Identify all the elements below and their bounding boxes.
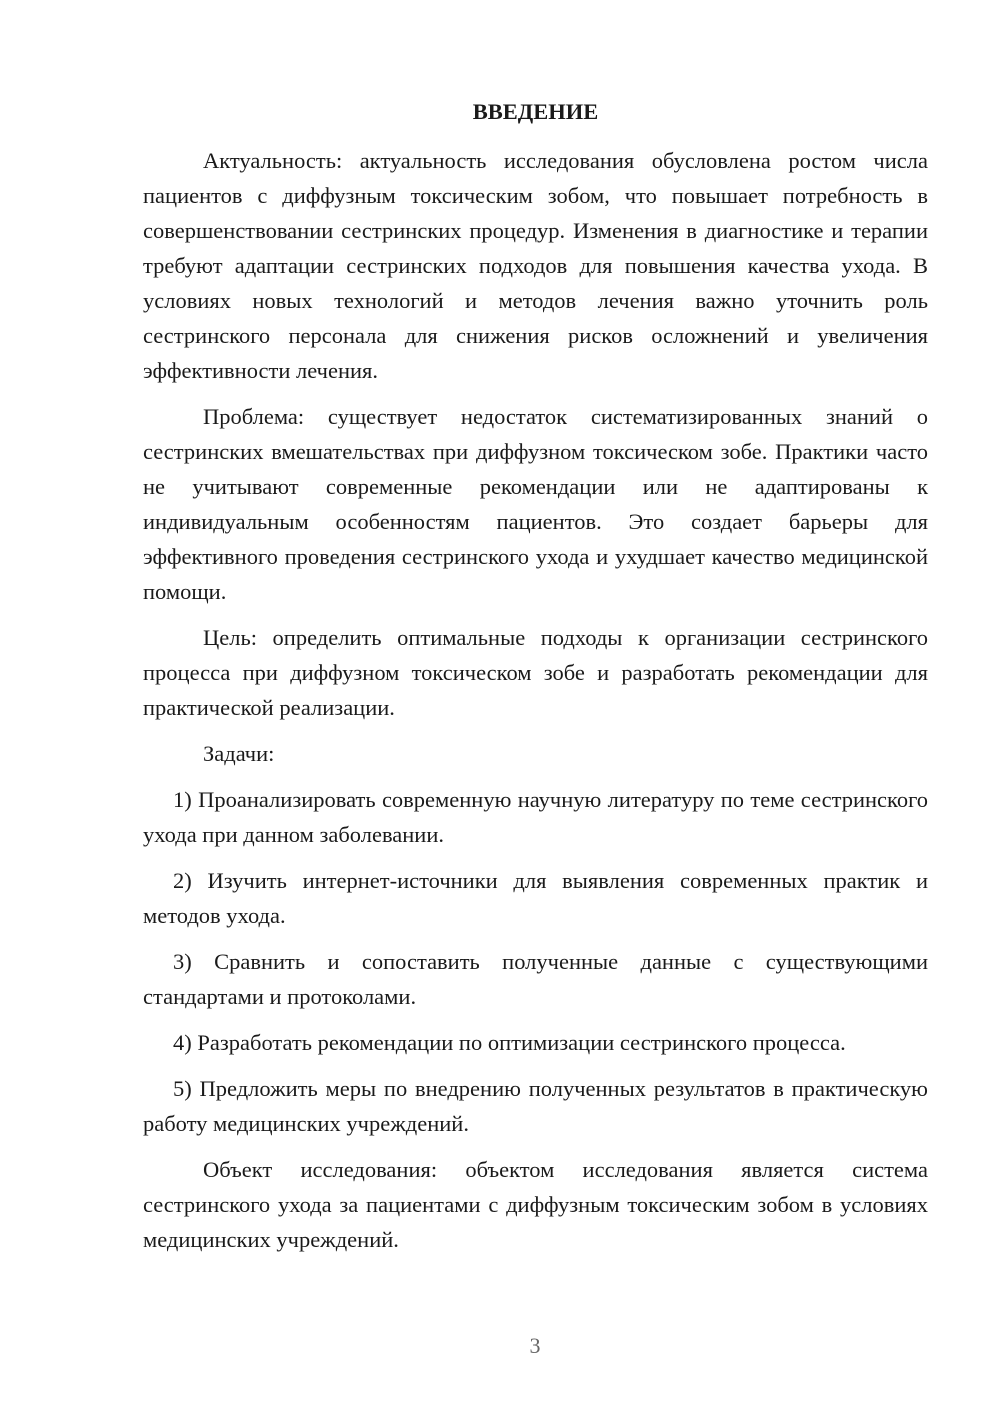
task-item: 5) Предложить меры по внедрению полученных результатов в практическую работу медицинских учреждений. xyxy=(143,1076,928,1136)
goal-paragraph: Цель: определить оптимальные подходы к организации сестринского процесса при диффузном токсическом зобе и разработать рекомендации для практической реализации. xyxy=(143,625,928,720)
task-item: 1) Проанализировать современную научную литературу по теме сестринского ухода при данном заболевании. xyxy=(143,787,928,847)
section-title: ВВЕДЕНИЕ xyxy=(472,99,599,124)
task-item: 4) Разработать рекомендации по оптимизации сестринского процесса. xyxy=(173,1030,846,1055)
tasks-heading: Задачи: xyxy=(203,741,275,766)
object-paragraph: Объект исследования: объектом исследования является система сестринского ухода за пациентами с диффузным токсическим зобом в условиях медицинских учреждений. xyxy=(143,1157,928,1252)
document-body xyxy=(143,94,928,1268)
relevance-paragraph: Актуальность: актуальность исследования обусловлена ростом числа пациентов с диффузным токсическим зобом, что повышает потребность в совершенствовании сестринских процедур. Изменения в диагностике и терапии требуют адаптации сестринских подходов для повышения качества ухода. В условиях новых технологий и методов лечения важно уточнить роль сестринского персонала для снижения рисков осложнений и увеличения эффективности лечения. xyxy=(143,148,928,383)
task-item: 3) Сравнить и сопоставить полученные данные с существующими стандартами и протоколами. xyxy=(143,949,928,1009)
problem-paragraph: Проблема: существует недостаток систематизированных знаний о сестринских вмешательствах при диффузном токсическом зобе. Практики часто не учитывают современные рекомендации или не адаптированы к индивидуальным особенностям пациентов. Это создает барьеры для эффективного проведения сестринского ухода и ухудшает качество медицинской помощи. xyxy=(143,404,928,604)
page-number: 3 xyxy=(529,1333,541,1358)
task-item: 2) Изучить интернет-источники для выявления современных практик и методов ухода. xyxy=(143,868,928,928)
